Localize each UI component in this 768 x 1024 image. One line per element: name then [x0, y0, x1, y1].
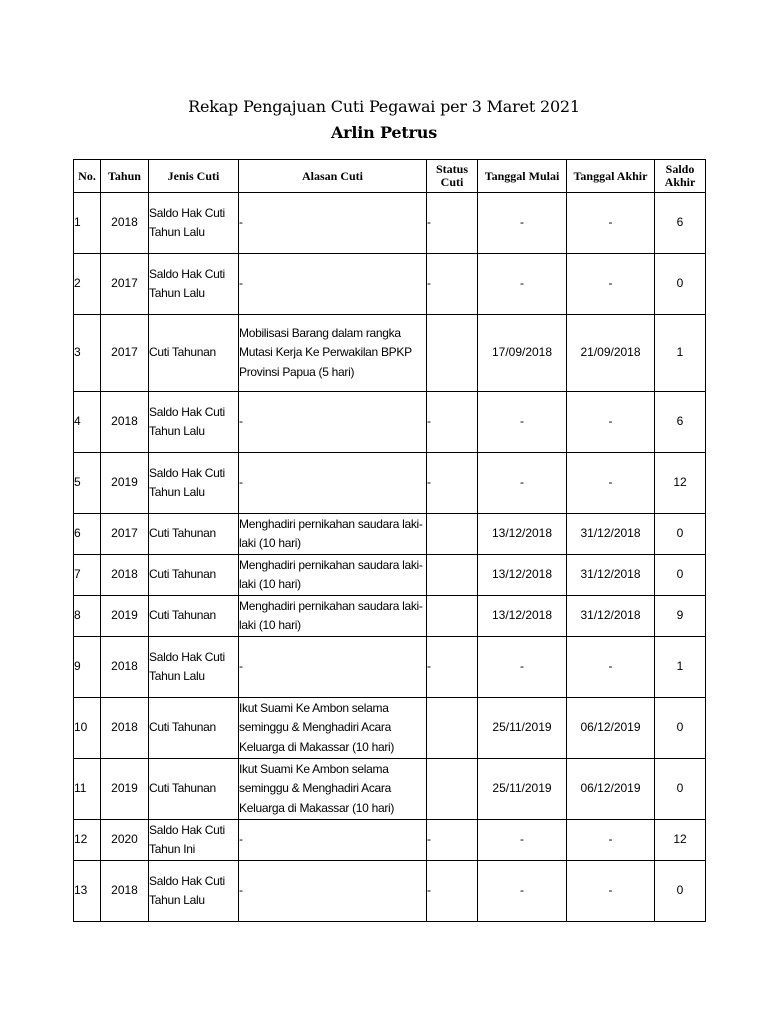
cell-tahun: 2018 — [101, 392, 149, 453]
cell-jenis-cuti: Cuti Tahunan — [149, 759, 239, 820]
cell-saldo-akhir: 1 — [655, 315, 706, 392]
leave-table — [73, 159, 706, 922]
table-row — [74, 861, 706, 922]
cell-saldo-akhir: 0 — [655, 555, 706, 596]
cell-tanggal-mulai: 25/11/2019 — [478, 759, 567, 820]
cell-no: 10 — [74, 698, 101, 759]
header-saldo-line2: Akhir — [664, 175, 696, 189]
cell-tanggal-mulai: 25/11/2019 — [478, 698, 567, 759]
table-row — [74, 637, 706, 698]
cell-tanggal-mulai: - — [478, 392, 567, 453]
cell-saldo-akhir: 12 — [655, 453, 706, 514]
table-header-row — [74, 160, 706, 193]
cell-tahun: 2018 — [101, 698, 149, 759]
cell-status-cuti: - — [427, 820, 478, 861]
cell-tanggal-akhir: 31/12/2018 — [567, 555, 655, 596]
table-row — [74, 555, 706, 596]
cell-tanggal-akhir: 21/09/2018 — [567, 315, 655, 392]
cell-status-cuti: - — [427, 453, 478, 514]
cell-alasan-cuti: - — [239, 820, 427, 861]
cell-tanggal-mulai: 13/12/2018 — [478, 596, 567, 637]
cell-tahun: 2020 — [101, 820, 149, 861]
cell-no: 8 — [74, 596, 101, 637]
header-status-line2: Cuti — [440, 175, 464, 189]
cell-alasan-cuti: - — [239, 193, 427, 254]
cell-tahun: 2019 — [101, 759, 149, 820]
cell-jenis-cuti: Cuti Tahunan — [149, 315, 239, 392]
cell-tanggal-mulai: - — [478, 453, 567, 514]
table-row — [74, 514, 706, 555]
cell-jenis-cuti: Saldo Hak Cuti Tahun Lalu — [149, 193, 239, 254]
cell-saldo-akhir: 0 — [655, 698, 706, 759]
cell-no: 7 — [74, 555, 101, 596]
cell-alasan-cuti: - — [239, 453, 427, 514]
cell-no: 12 — [74, 820, 101, 861]
cell-saldo-akhir: 0 — [655, 514, 706, 555]
table-row — [74, 820, 706, 861]
cell-alasan-cuti: Ikut Suami Ke Ambon selama seminggu & Menghadiri Acara Keluarga di Makassar (10 hari) — [239, 698, 427, 759]
cell-status-cuti: - — [427, 254, 478, 315]
cell-tahun: 2017 — [101, 315, 149, 392]
cell-saldo-akhir: 6 — [655, 193, 706, 254]
cell-tanggal-mulai: - — [478, 193, 567, 254]
cell-saldo-akhir: 1 — [655, 637, 706, 698]
table-row — [74, 453, 706, 514]
cell-saldo-akhir: 0 — [655, 861, 706, 922]
employee-name: Arlin Petrus — [330, 123, 438, 142]
cell-no: 1 — [74, 193, 101, 254]
cell-alasan-cuti: Mobilisasi Barang dalam rangka Mutasi Kerja Ke Perwakilan BPKP Provinsi Papua (5 hari) — [239, 315, 427, 392]
cell-no: 4 — [74, 392, 101, 453]
cell-tahun: 2018 — [101, 193, 149, 254]
cell-tanggal-mulai: 13/12/2018 — [478, 514, 567, 555]
cell-no: 13 — [74, 861, 101, 922]
cell-tanggal-mulai: - — [478, 861, 567, 922]
cell-saldo-akhir: 6 — [655, 392, 706, 453]
cell-jenis-cuti: Saldo Hak Cuti Tahun Lalu — [149, 453, 239, 514]
header-tanggal-mulai: Tanggal Mulai — [478, 160, 567, 193]
cell-jenis-cuti: Cuti Tahunan — [149, 698, 239, 759]
cell-tanggal-akhir: - — [567, 392, 655, 453]
cell-tahun: 2018 — [101, 555, 149, 596]
cell-jenis-cuti: Saldo Hak Cuti Tahun Lalu — [149, 861, 239, 922]
cell-tanggal-mulai: 13/12/2018 — [478, 555, 567, 596]
cell-tanggal-akhir: 31/12/2018 — [567, 596, 655, 637]
header-saldo-akhir — [655, 160, 706, 193]
table-row — [74, 698, 706, 759]
cell-tanggal-mulai: - — [478, 637, 567, 698]
table-row — [74, 193, 706, 254]
cell-status-cuti — [427, 596, 478, 637]
cell-saldo-akhir: 12 — [655, 820, 706, 861]
cell-jenis-cuti: Cuti Tahunan — [149, 514, 239, 555]
cell-jenis-cuti: Saldo Hak Cuti Tahun Lalu — [149, 392, 239, 453]
cell-tanggal-akhir: - — [567, 861, 655, 922]
header-saldo-line1: Saldo — [665, 162, 695, 176]
cell-tanggal-mulai: - — [478, 254, 567, 315]
cell-tahun: 2018 — [101, 861, 149, 922]
header-tanggal-akhir: Tanggal Akhir — [567, 160, 655, 193]
cell-status-cuti: - — [427, 637, 478, 698]
header-no: No. — [74, 160, 101, 193]
cell-tanggal-akhir: 06/12/2019 — [567, 698, 655, 759]
header-jenis-cuti: Jenis Cuti — [149, 160, 239, 193]
cell-tanggal-akhir: 31/12/2018 — [567, 514, 655, 555]
cell-tahun: 2018 — [101, 637, 149, 698]
cell-jenis-cuti: Saldo Hak Cuti Tahun Lalu — [149, 254, 239, 315]
cell-saldo-akhir: 0 — [655, 254, 706, 315]
cell-no: 6 — [74, 514, 101, 555]
cell-alasan-cuti: Ikut Suami Ke Ambon selama seminggu & Menghadiri Acara Keluarga di Makassar (10 hari) — [239, 759, 427, 820]
cell-status-cuti: - — [427, 193, 478, 254]
cell-tanggal-akhir: - — [567, 637, 655, 698]
cell-jenis-cuti: Saldo Hak Cuti Tahun Lalu — [149, 637, 239, 698]
cell-jenis-cuti: Saldo Hak Cuti Tahun Ini — [149, 820, 239, 861]
cell-no: 5 — [74, 453, 101, 514]
table-row — [74, 596, 706, 637]
cell-jenis-cuti: Cuti Tahunan — [149, 596, 239, 637]
cell-tahun: 2017 — [101, 514, 149, 555]
cell-saldo-akhir: 9 — [655, 596, 706, 637]
document-title: Rekap Pengajuan Cuti Pegawai per 3 Maret 2021 — [188, 97, 580, 116]
cell-tanggal-akhir: - — [567, 254, 655, 315]
header-status-line1: Status — [435, 162, 468, 176]
cell-saldo-akhir: 0 — [655, 759, 706, 820]
header-alasan-cuti: Alasan Cuti — [239, 160, 427, 193]
cell-alasan-cuti: Menghadiri pernikahan saudara laki-laki (10 hari) — [239, 596, 427, 637]
cell-alasan-cuti: - — [239, 392, 427, 453]
cell-tahun: 2019 — [101, 596, 149, 637]
cell-tanggal-akhir: - — [567, 820, 655, 861]
cell-alasan-cuti: - — [239, 637, 427, 698]
cell-status-cuti — [427, 698, 478, 759]
cell-jenis-cuti: Cuti Tahunan — [149, 555, 239, 596]
cell-no: 9 — [74, 637, 101, 698]
table-row — [74, 315, 706, 392]
cell-no: 11 — [74, 759, 101, 820]
cell-status-cuti — [427, 514, 478, 555]
cell-alasan-cuti: - — [239, 254, 427, 315]
cell-tanggal-mulai: - — [478, 820, 567, 861]
cell-tanggal-mulai: 17/09/2018 — [478, 315, 567, 392]
cell-tanggal-akhir: - — [567, 453, 655, 514]
cell-tanggal-akhir: 06/12/2019 — [567, 759, 655, 820]
cell-status-cuti — [427, 555, 478, 596]
table-row — [74, 254, 706, 315]
header-tahun: Tahun — [101, 160, 149, 193]
table-row — [74, 759, 706, 820]
cell-status-cuti — [427, 759, 478, 820]
cell-no: 2 — [74, 254, 101, 315]
cell-tahun: 2017 — [101, 254, 149, 315]
cell-status-cuti: - — [427, 392, 478, 453]
cell-alasan-cuti: Menghadiri pernikahan saudara laki-laki (10 hari) — [239, 555, 427, 596]
cell-alasan-cuti: - — [239, 861, 427, 922]
cell-tahun: 2019 — [101, 453, 149, 514]
cell-status-cuti — [427, 315, 478, 392]
cell-tanggal-akhir: - — [567, 193, 655, 254]
cell-status-cuti: - — [427, 861, 478, 922]
cell-alasan-cuti: Menghadiri pernikahan saudara laki-laki (10 hari) — [239, 514, 427, 555]
table-row — [74, 392, 706, 453]
header-status-cuti — [427, 160, 478, 193]
cell-no: 3 — [74, 315, 101, 392]
